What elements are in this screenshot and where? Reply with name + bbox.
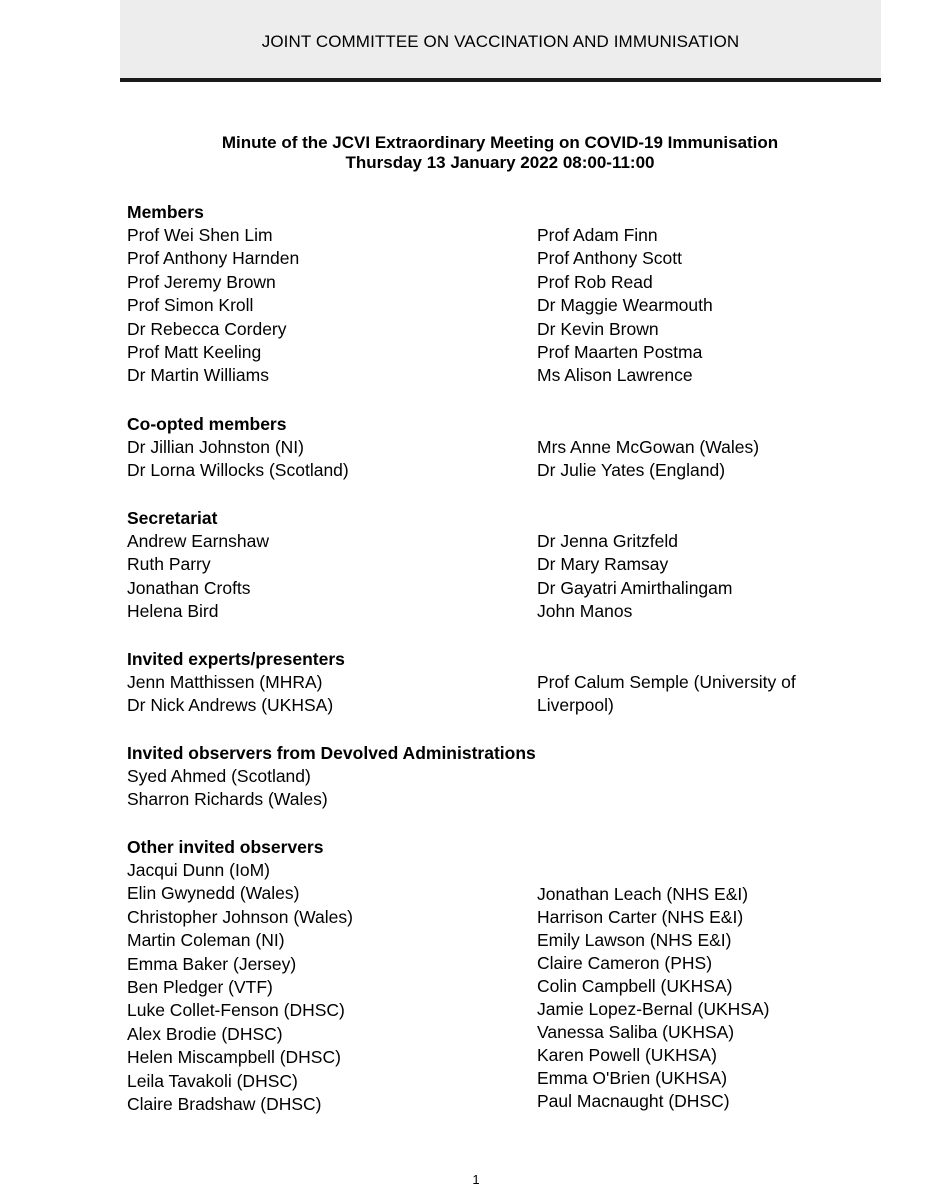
coopted-left-column	[127, 436, 527, 483]
invited-experts-section	[127, 648, 867, 718]
observer-name: Sharron Richards (Wales)	[127, 789, 328, 810]
expert-name: Prof Calum Semple (University of	[537, 672, 796, 692]
secretariat-right-column	[537, 530, 867, 624]
member-name: Ms Alison Lawrence	[537, 365, 693, 386]
member-name: Prof Anthony Scott	[537, 248, 682, 269]
secretariat-name: Dr Jenna Gritzfeld	[537, 531, 679, 551]
page-header	[120, 0, 881, 82]
observer-name: Karen Powell (UKHSA)	[537, 1045, 717, 1065]
observer-name: Vanessa Saliba (UKHSA)	[537, 1022, 735, 1042]
section-heading: Secretariat	[127, 508, 218, 528]
section-heading: Invited experts/presenters	[127, 649, 345, 669]
members-right-column	[537, 224, 867, 388]
member-name: Prof Adam Finn	[537, 225, 658, 245]
member-name: Prof Matt Keeling	[127, 342, 262, 363]
observer-name: Christopher Johnson (Wales)	[127, 906, 353, 927]
secretariat-section	[127, 507, 867, 624]
observer-name: Leila Tavakoli (DHSC)	[127, 1070, 298, 1091]
page-number: 1	[472, 1172, 480, 1187]
observer-name: Emma O'Brien (UKHSA)	[537, 1068, 728, 1088]
section-heading: Co-opted members	[127, 414, 287, 434]
observer-name: Jacqui Dunn (IoM)	[127, 860, 270, 880]
member-name: Prof Anthony Harnden	[127, 248, 300, 269]
member-name: Dr Martin Williams	[127, 365, 269, 386]
meeting-date: Thursday 13 January 2022 08:00-11:00	[345, 153, 655, 172]
observer-name: Claire Bradshaw (DHSC)	[127, 1094, 322, 1115]
observer-name: Syed Ahmed (Scotland)	[127, 766, 311, 786]
secretariat-name: Jonathan Crofts	[127, 577, 251, 598]
member-name: Prof Maarten Postma	[537, 342, 703, 363]
observer-name: Jonathan Leach (NHS E&I)	[537, 884, 749, 904]
observer-name: Jamie Lopez-Bernal (UKHSA)	[537, 999, 770, 1019]
observer-name: Elin Gwynedd (Wales)	[127, 883, 300, 904]
experts-right-column	[537, 671, 867, 718]
other-observers-left-column	[127, 859, 527, 1116]
observer-name: Paul Macnaught (DHSC)	[537, 1091, 730, 1111]
member-name: Prof Rob Read	[537, 271, 653, 292]
section-heading: Invited observers from Devolved Administrations	[127, 743, 536, 763]
section-heading: Other invited observers	[127, 837, 324, 857]
secretariat-name: Andrew Earnshaw	[127, 531, 270, 551]
secretariat-left-column	[127, 530, 527, 624]
experts-left-column	[127, 671, 527, 718]
expert-name-continued: Liverpool)	[537, 695, 614, 716]
members-left-column	[127, 224, 527, 388]
other-observers-right-column	[537, 883, 867, 1113]
members-section	[127, 201, 867, 388]
member-name: Dr Rebecca Cordery	[127, 318, 287, 339]
member-name: Dr Jillian Johnston (NI)	[127, 437, 304, 457]
observer-name: Martin Coleman (NI)	[127, 930, 285, 951]
member-name: Dr Maggie Wearmouth	[537, 295, 713, 316]
member-name: Prof Simon Kroll	[127, 295, 254, 316]
expert-name: Dr Nick Andrews (UKHSA)	[127, 695, 334, 716]
devolved-observers-section	[127, 742, 867, 812]
other-observers-section	[127, 836, 867, 1117]
secretariat-name: Helena Bird	[127, 601, 219, 622]
observer-name: Harrison Carter (NHS E&I)	[537, 907, 744, 927]
member-name: Dr Lorna Willocks (Scotland)	[127, 460, 349, 481]
coopted-right-column	[537, 436, 867, 483]
title-line: Minute of the JCVI Extraordinary Meeting on COVID-19 Immunisation	[221, 133, 779, 152]
coopted-members-section	[127, 413, 867, 483]
devolved-left-column	[127, 765, 527, 812]
observer-name: Helen Miscampbell (DHSC)	[127, 1047, 341, 1068]
section-heading: Members	[127, 202, 204, 222]
secretariat-name: Ruth Parry	[127, 554, 211, 575]
observer-name: Emily Lawson (NHS E&I)	[537, 930, 732, 950]
observer-name: Alex Brodie (DHSC)	[127, 1023, 283, 1044]
secretariat-name: John Manos	[537, 601, 633, 622]
secretariat-name: Dr Gayatri Amirthalingam	[537, 577, 733, 598]
member-name: Prof Wei Shen Lim	[127, 225, 273, 245]
observer-name: Ben Pledger (VTF)	[127, 977, 273, 998]
member-name: Prof Jeremy Brown	[127, 271, 276, 292]
observer-name: Emma Baker (Jersey)	[127, 953, 297, 974]
observer-name: Claire Cameron (PHS)	[537, 953, 713, 973]
member-name: Mrs Anne McGowan (Wales)	[537, 437, 760, 457]
document-title	[150, 133, 850, 173]
secretariat-name: Dr Mary Ramsay	[537, 554, 669, 575]
expert-name: Jenn Matthissen (MHRA)	[127, 672, 323, 692]
committee-name: JOINT COMMITTEE ON VACCINATION AND IMMUNISATION	[261, 32, 740, 51]
observer-name: Colin Campbell (UKHSA)	[537, 976, 733, 996]
observer-name: Luke Collet-Fenson (DHSC)	[127, 1000, 345, 1021]
member-name: Dr Kevin Brown	[537, 318, 659, 339]
member-name: Dr Julie Yates (England)	[537, 460, 726, 481]
